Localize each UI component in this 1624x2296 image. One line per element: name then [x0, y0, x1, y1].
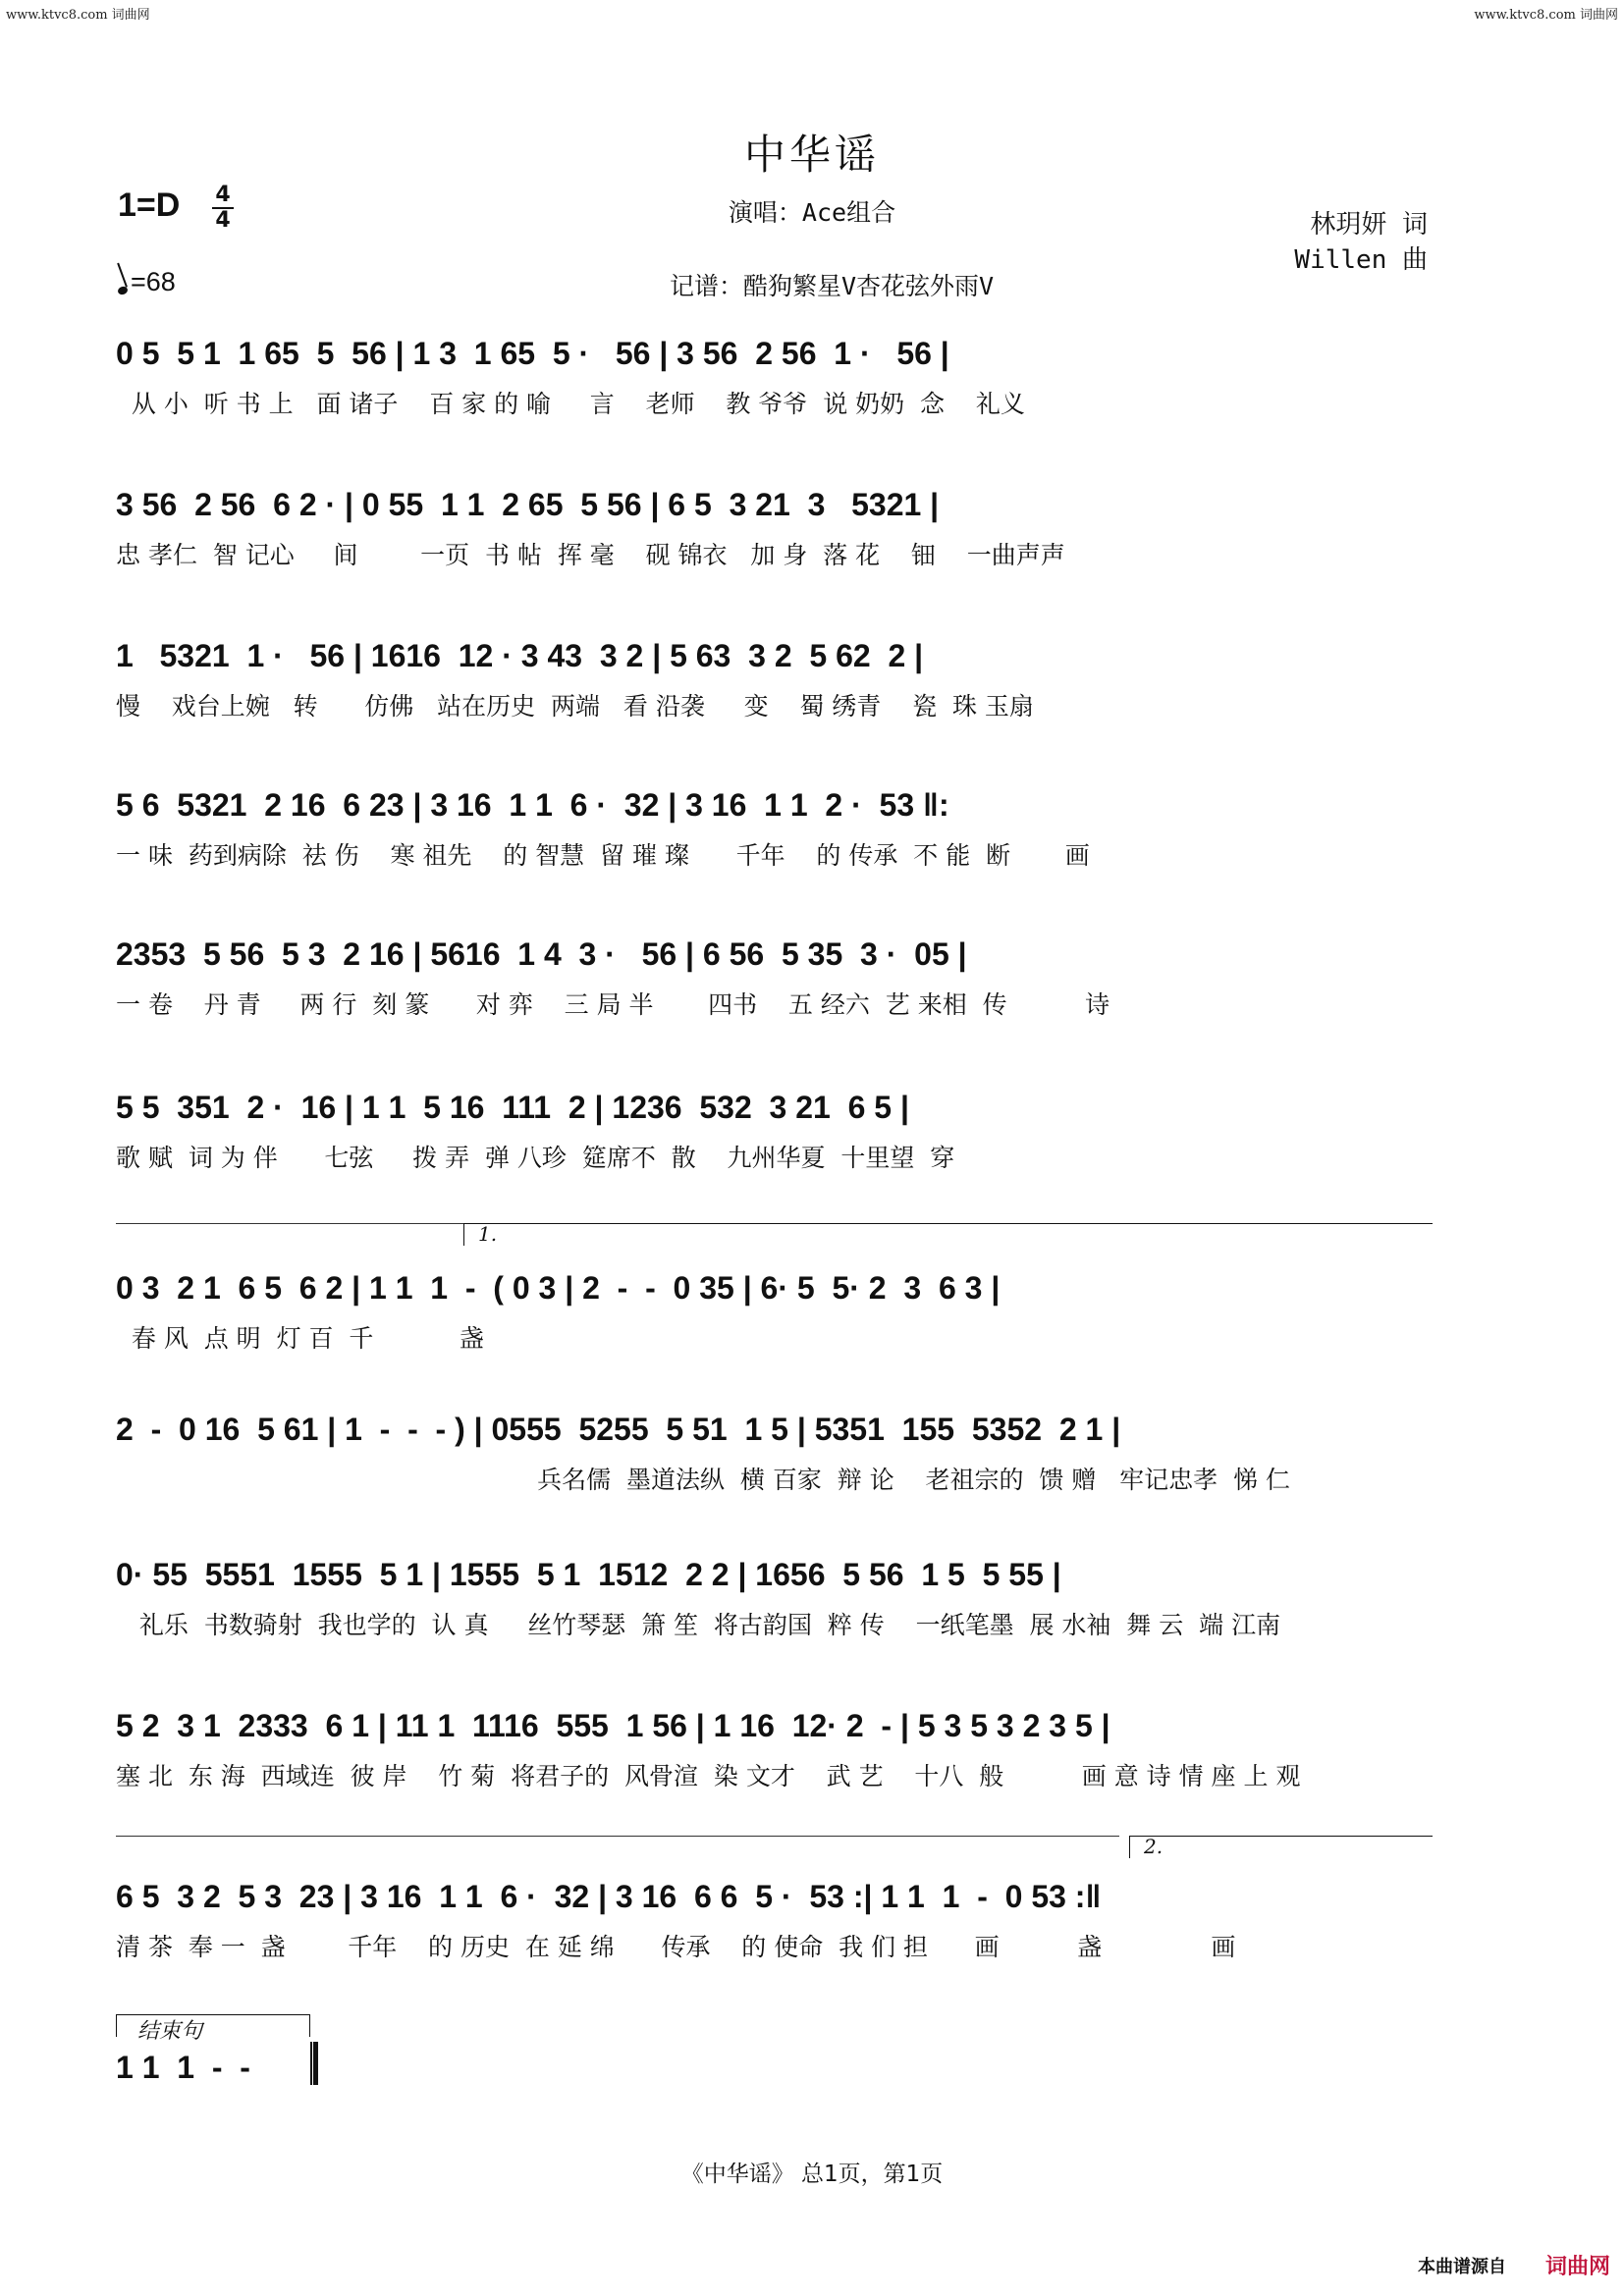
- lyrics-line: 歌 赋 词 为 伴 七弦 拨 弄 弹 八珍 筵席不 散 九州华夏 十里望 穿: [116, 1144, 955, 1172]
- lyricist-credit: 林玥妍 词: [1310, 210, 1428, 240]
- notation-line: 2353 5 56 5 3 2 16 | 5616 1 4 3 · 56 | 6 56 5 35 3 · 05 |: [116, 936, 967, 972]
- ending-notes: 1 1 1 - -: [116, 2050, 250, 2085]
- lyrics-line: 塞 北 东 海 西域连 彼 岸 竹 菊 将君子的 风骨渲 染 文才 武 艺 十八 般 画 意 诗 情 座 上 观: [116, 1762, 1301, 1790]
- composer-credit: Willen 曲: [1294, 245, 1428, 275]
- time-sig-bottom: 4: [215, 208, 231, 233]
- notation-line: 5 6 5321 2 16 6 23 | 3 16 1 1 6 · 32 | 3 16 1 1 2 · 53 ‖:: [116, 787, 949, 823]
- lyrics-line: 从 小 听 书 上 面 诸子 百 家 的 喻 言 老师 教 爷爷 说 奶奶 念 礼义: [116, 390, 1025, 418]
- notation-line: 6 5 3 2 5 3 23 | 3 16 1 1 6 · 32 | 3 16 6 6 5 · 53 :| 1 1 1 - 0 53 :‖: [116, 1879, 1102, 1914]
- lyrics-line: 清 茶 奉 一 盏 千年 的 历史 在 延 绵 传承 的 使命 我 们 担 画 盏 画: [116, 1933, 1236, 1961]
- lyrics-line: 礼乐 书数骑射 我也学的 认 真 丝竹琴瑟 箫 笙 将古韵国 粹 传 一纸笔墨 展 水袖 舞 云 端 江南: [116, 1611, 1281, 1639]
- repeat-span-line-2: [116, 1836, 1119, 1837]
- singer-credit: 演唱：Ace组合: [728, 198, 896, 227]
- first-ending-bracket: [463, 1223, 1433, 1246]
- first-ending-label: 1.: [478, 1222, 498, 1246]
- watermark-left: www.ktvc8.com 词曲网: [6, 8, 150, 23]
- lyrics-line: 慢 戏台上婉 转 仿佛 站在历史 两端 看 沿袭 变 蜀 绣青 瓷 珠 玉扇: [116, 692, 1034, 721]
- notation-line: 1 5321 1 · 56 | 1616 12 · 3 43 3 2 | 5 63 3 2 5 62 2 |: [116, 638, 924, 673]
- second-ending-label: 2.: [1144, 1835, 1164, 1858]
- notation-line: 0 5 5 1 1 65 5 56 | 1 3 1 65 5 · 56 | 3 56 2 56 1 · 56 |: [116, 336, 949, 371]
- key-signature: 1=D: [118, 187, 181, 224]
- lyrics-line: 一 味 药到病除 祛 伤 寒 祖先 的 智慧 留 璀 璨 千年 的 传承 不 能 断 画: [116, 841, 1090, 870]
- time-sig-top: 4: [215, 183, 231, 207]
- notation-line: 5 5 351 2 · 16 | 1 1 5 16 111 2 | 1236 532 3 21 6 5 |: [116, 1090, 909, 1125]
- lyrics-line: 春 风 点 明 灯 百 千 盏: [116, 1324, 484, 1353]
- notation-line: 3 56 2 56 6 2 · | 0 55 1 1 2 65 5 56 | 6 5 3 21 3 5321 |: [116, 487, 940, 522]
- notation-line: 0· 55 5551 1555 5 1 | 1555 5 1 1512 2 2 | 1656 5 56 1 5 5 55 |: [116, 1557, 1061, 1592]
- tempo-value: =68: [131, 267, 176, 296]
- lyrics-line: 忠 孝仁 智 记心 间 一页 书 帖 挥 毫 砚 锦衣 加 身 落 花 钿 一曲声声: [116, 541, 1065, 569]
- notation-line: 0 3 2 1 6 5 6 2 | 1 1 1 - ( 0 3 | 2 - - 0 35 | 6· 5 5· 2 3 6 3 |: [116, 1270, 1001, 1306]
- source-label: 本曲谱源自: [1418, 2257, 1506, 2277]
- ending-label: 结束句: [137, 2019, 203, 2044]
- lyrics-line: 兵名儒 墨道法纵 横 百家 辩 论 老祖宗的 馈 赠 牢记忠孝 悌 仁: [116, 1466, 1291, 1494]
- notation-line: 2 - 0 16 5 61 | 1 - - - ) | 0555 5255 5 51 1 5 | 5351 155 5352 2 1 |: [116, 1412, 1121, 1447]
- watermark-right: www.ktvc8.com 词曲网: [1474, 8, 1618, 23]
- source-brand: 词曲网: [1544, 2255, 1610, 2279]
- notation-line: 5 2 3 1 2333 6 1 | 11 1 1116 555 1 56 | 1 16 12· 2 - | 5 3 5 3 2 3 5 |: [116, 1708, 1110, 1743]
- repeat-span-line: [116, 1223, 463, 1224]
- lyrics-line: 一 卷 丹 青 两 行 刻 篆 对 弈 三 局 半 四书 五 经六 艺 来相 传 诗: [116, 990, 1110, 1019]
- song-title: 中华谣: [743, 131, 880, 179]
- final-barline: [310, 2042, 318, 2085]
- second-ending-bracket: [1129, 1836, 1433, 1858]
- page-footer: 《中华谣》 总1页，第1页: [680, 2162, 944, 2187]
- recorder-credit: 记谱：酷狗繁星V杏花弦外雨V: [669, 272, 995, 300]
